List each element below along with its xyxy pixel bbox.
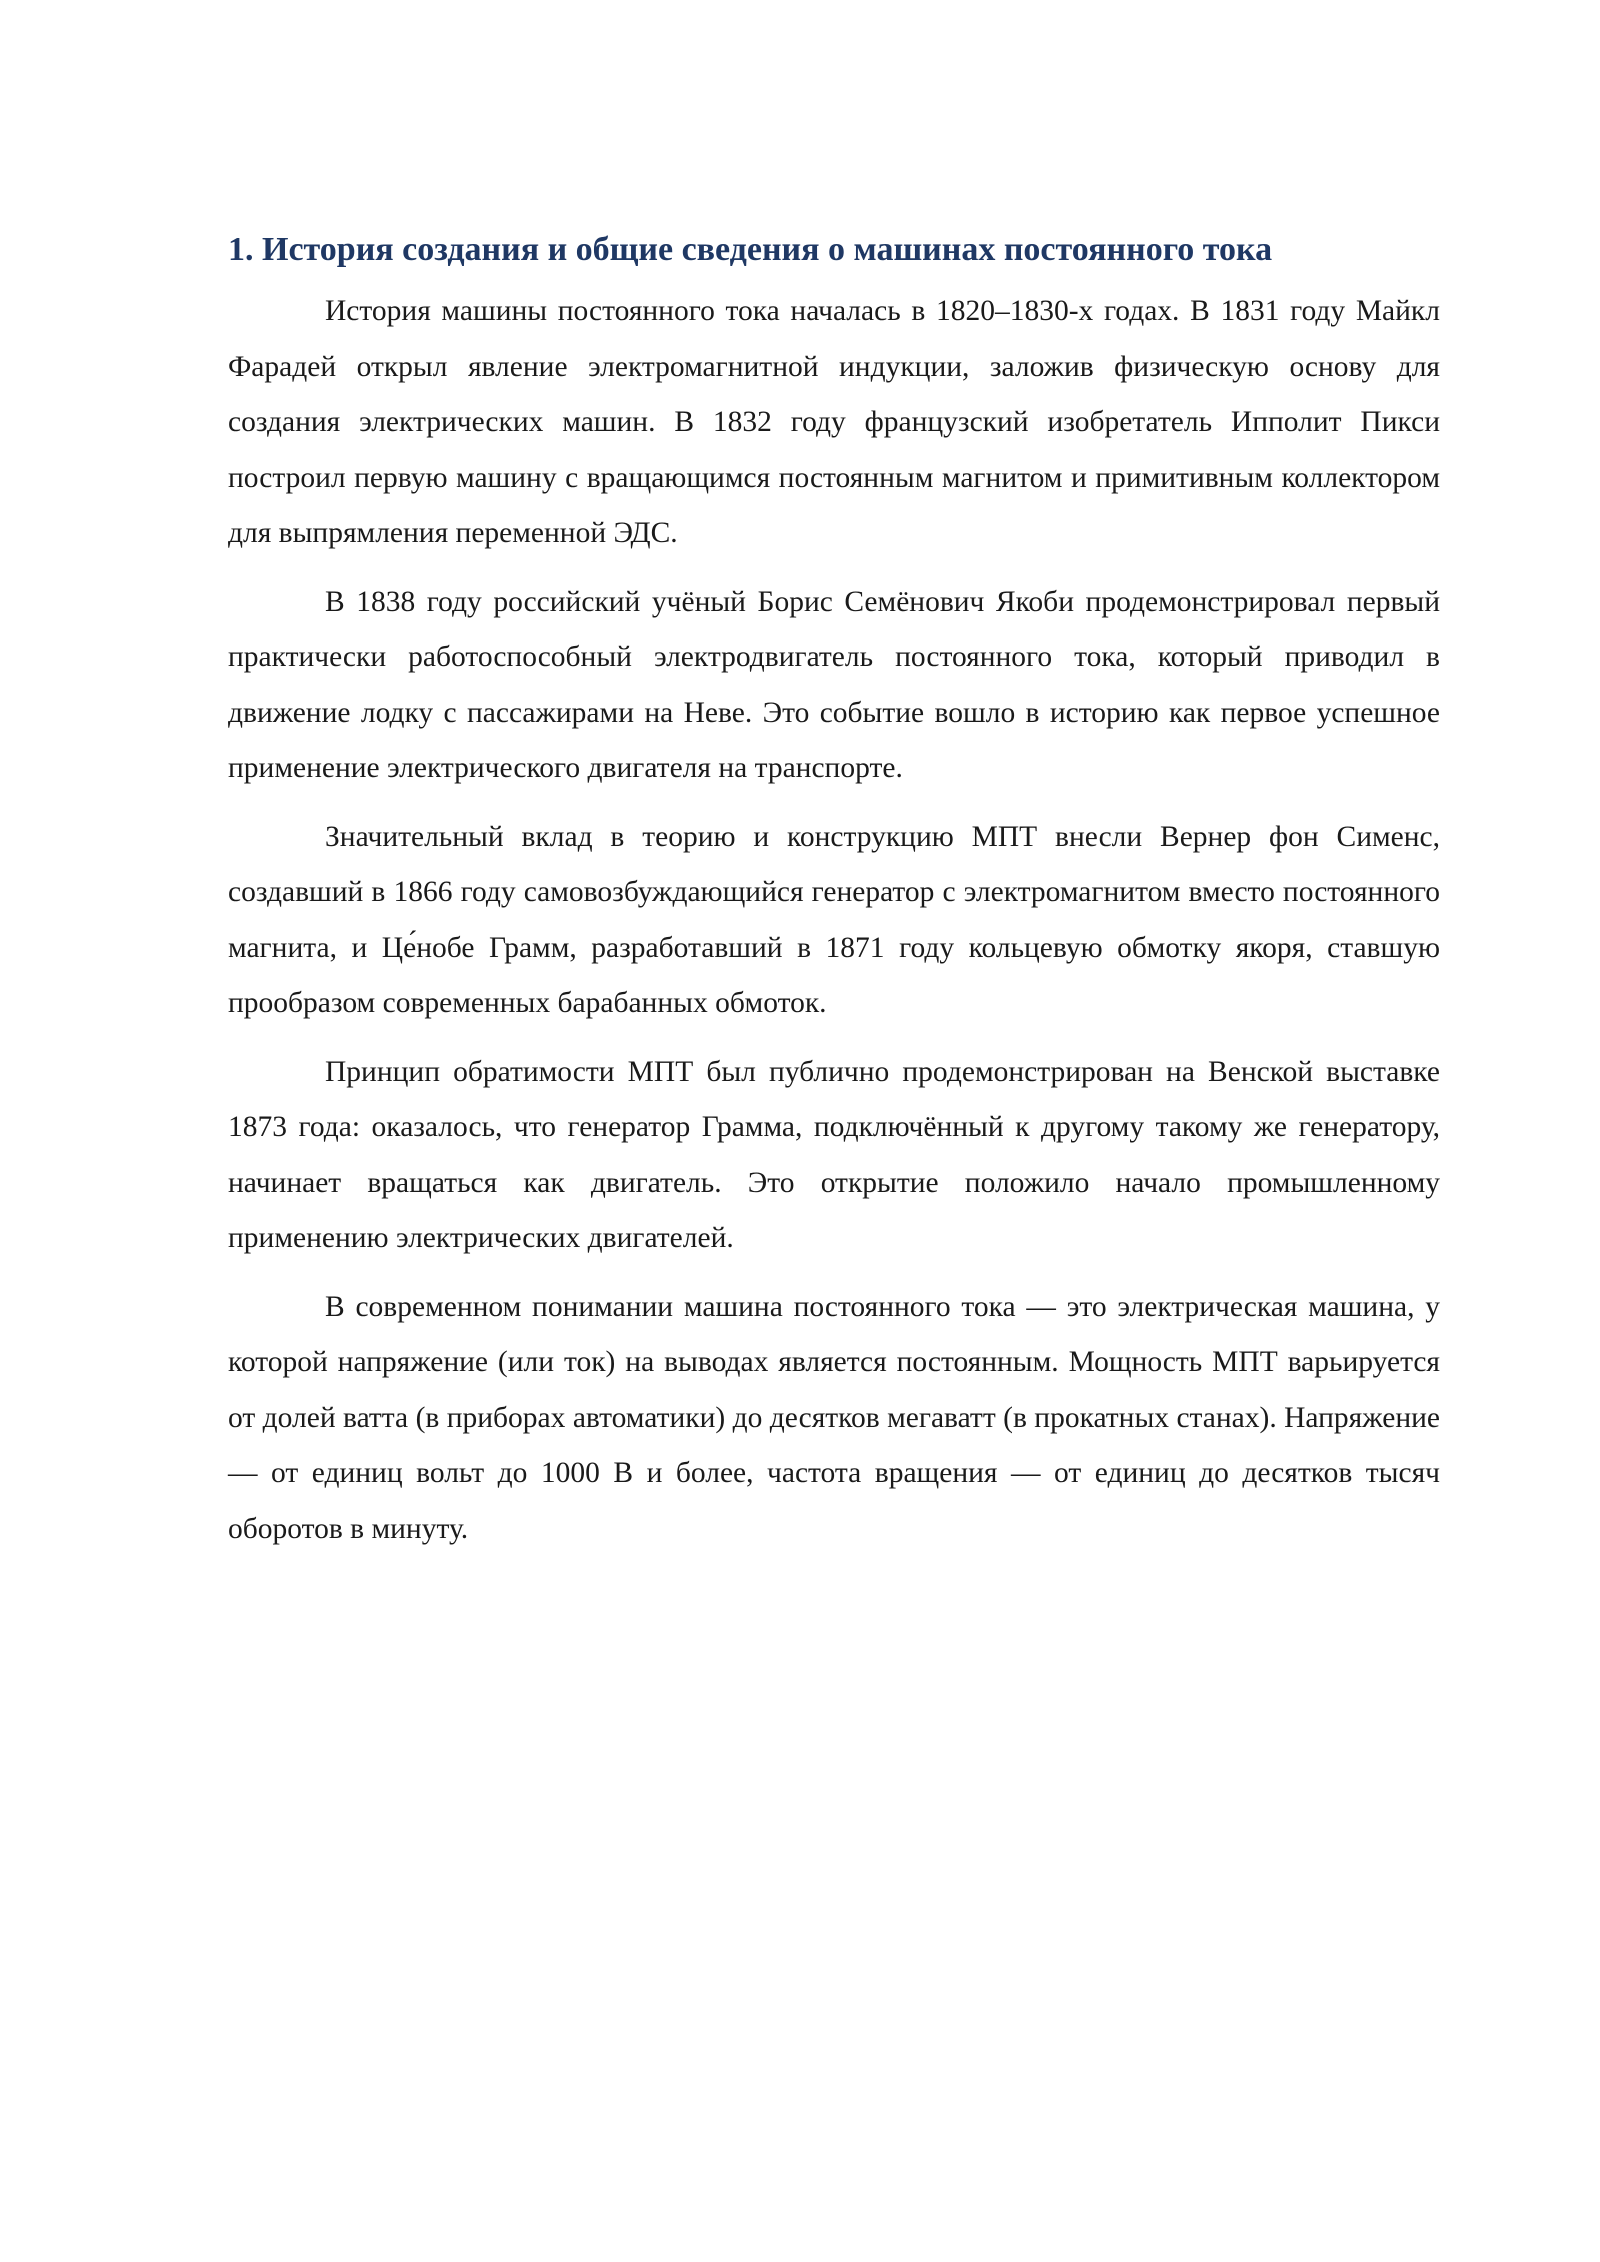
document-body <box>228 222 1440 1570</box>
section-heading: 1. История создания и общие сведения о машинах постоянного тока <box>228 231 1273 268</box>
paragraph-modern-definition: В современном понимании машина постоянного тока — это электрическая машина, у которой напряжение (или ток) на выводах является постоянным. Мощность МПТ варьируется от долей ватта (в приборах автоматики) до десятков мегаватт (в прокатных станах). Напряжение — от единиц вольт до 1000 В и более, частота вращения — от единиц до десятков тысяч оборотов в минуту. <box>228 1290 1440 1545</box>
paragraph-jacobi-motor: В 1838 году российский учёный Борис Семёнович Якоби продемонстрировал первый практически работоспособный электродвигатель постоянного тока, который приводил в движение лодку с пассажирами на Неве. Это событие вошло в историю как первое успешное применение электрического двигателя на транспорте. <box>228 585 1440 784</box>
paragraph-siemens-gramme: Значительный вклад в теорию и конструкцию МПТ внесли Вернер фон Сименс, создавший в 1866 году самовозбуждающийся генератор с электромагнитом вместо постоянного магнита, и Це́нобе Грамм, разработавший в 1871 году кольцевую обмотку якоря, ставшую прообразом современных барабанных обмоток. <box>228 820 1440 1019</box>
paragraph-history-origins: История машины постоянного тока началась в 1820–1830-х годах. В 1831 году Майкл Фарадей открыл явление электромагнитной индукции, заложив физическую основу для создания электрических машин. В 1832 году французский изобретатель Ипполит Пикси построил первую машину с вращающимся постоянным магнитом и примитивным коллектором для выпрямления переменной ЭДС. <box>228 295 1440 549</box>
paragraph-reversibility: Принцип обратимости МПТ был публично продемонстрирован на Венской выставке 1873 года: оказалось, что генератор Грамма, подключённый к другому такому же генератору, начинает вращаться как двигатель. Это открытие положило начало промышленному применению электрических двигателей. <box>228 1055 1440 1254</box>
